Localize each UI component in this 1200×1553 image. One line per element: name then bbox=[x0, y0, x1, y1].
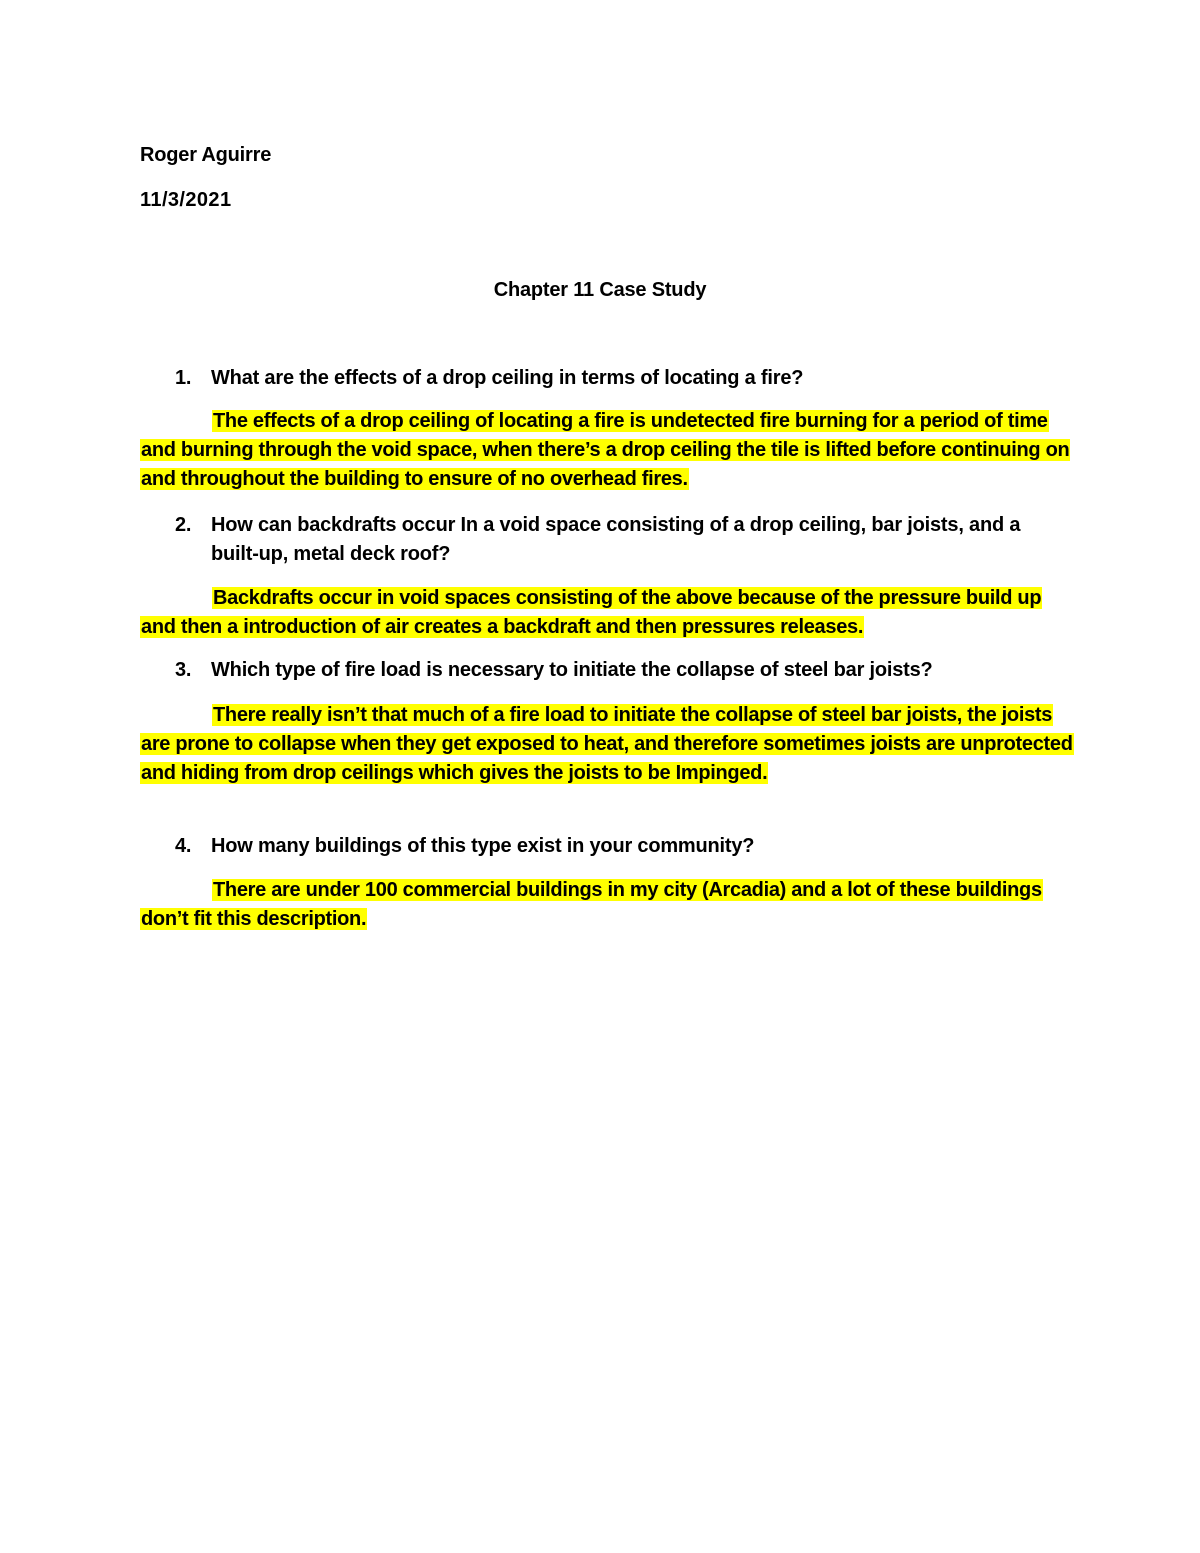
question-number: 4. bbox=[175, 835, 192, 857]
question-number: 1. bbox=[175, 367, 192, 389]
question-text: How many buildings of this type exist in your community? bbox=[211, 835, 755, 857]
answer-paragraph bbox=[140, 584, 1080, 642]
question-number: 3. bbox=[175, 659, 192, 681]
question-text: Which type of fire load is necessary to initiate the collapse of steel bar joists? bbox=[211, 659, 933, 681]
answer-paragraph bbox=[140, 407, 1080, 494]
question-text: What are the effects of a drop ceiling in terms of locating a fire? bbox=[211, 367, 804, 389]
page-title: Chapter 11 Case Study bbox=[493, 279, 707, 301]
question-number: 2. bbox=[175, 514, 192, 536]
answer-paragraph bbox=[140, 701, 1080, 788]
question-text: How can backdrafts occur In a void space consisting of a drop ceiling, bar joists, and a built-up, metal deck roof? bbox=[211, 514, 1021, 565]
answer-text: Backdrafts occur in void spaces consisting of the above because of the pressure build up and then a introduction of air creates a backdraft and then pressures releases. bbox=[141, 587, 1042, 638]
document-date: 11/3/2021 bbox=[140, 189, 232, 211]
author-name: Roger Aguirre bbox=[140, 144, 272, 166]
answer-paragraph bbox=[140, 876, 1080, 934]
answer-text: The effects of a drop ceiling of locating a fire is undetected fire burning for a period of time and burning through the void space, when there’s a drop ceiling the tile is lifted before continuing on and throughout the building to ensure of no overhead fires. bbox=[141, 410, 1070, 490]
answer-text: There are under 100 commercial buildings in my city (Arcadia) and a lot of these buildings don’t fit this description. bbox=[141, 879, 1042, 930]
answer-text: There really isn’t that much of a fire load to initiate the collapse of steel bar joists, the joists are prone to collapse when they get exposed to heat, and therefore sometimes joists are unprotected and hiding from drop ceilings which gives the joists to be Impinged. bbox=[141, 704, 1073, 784]
